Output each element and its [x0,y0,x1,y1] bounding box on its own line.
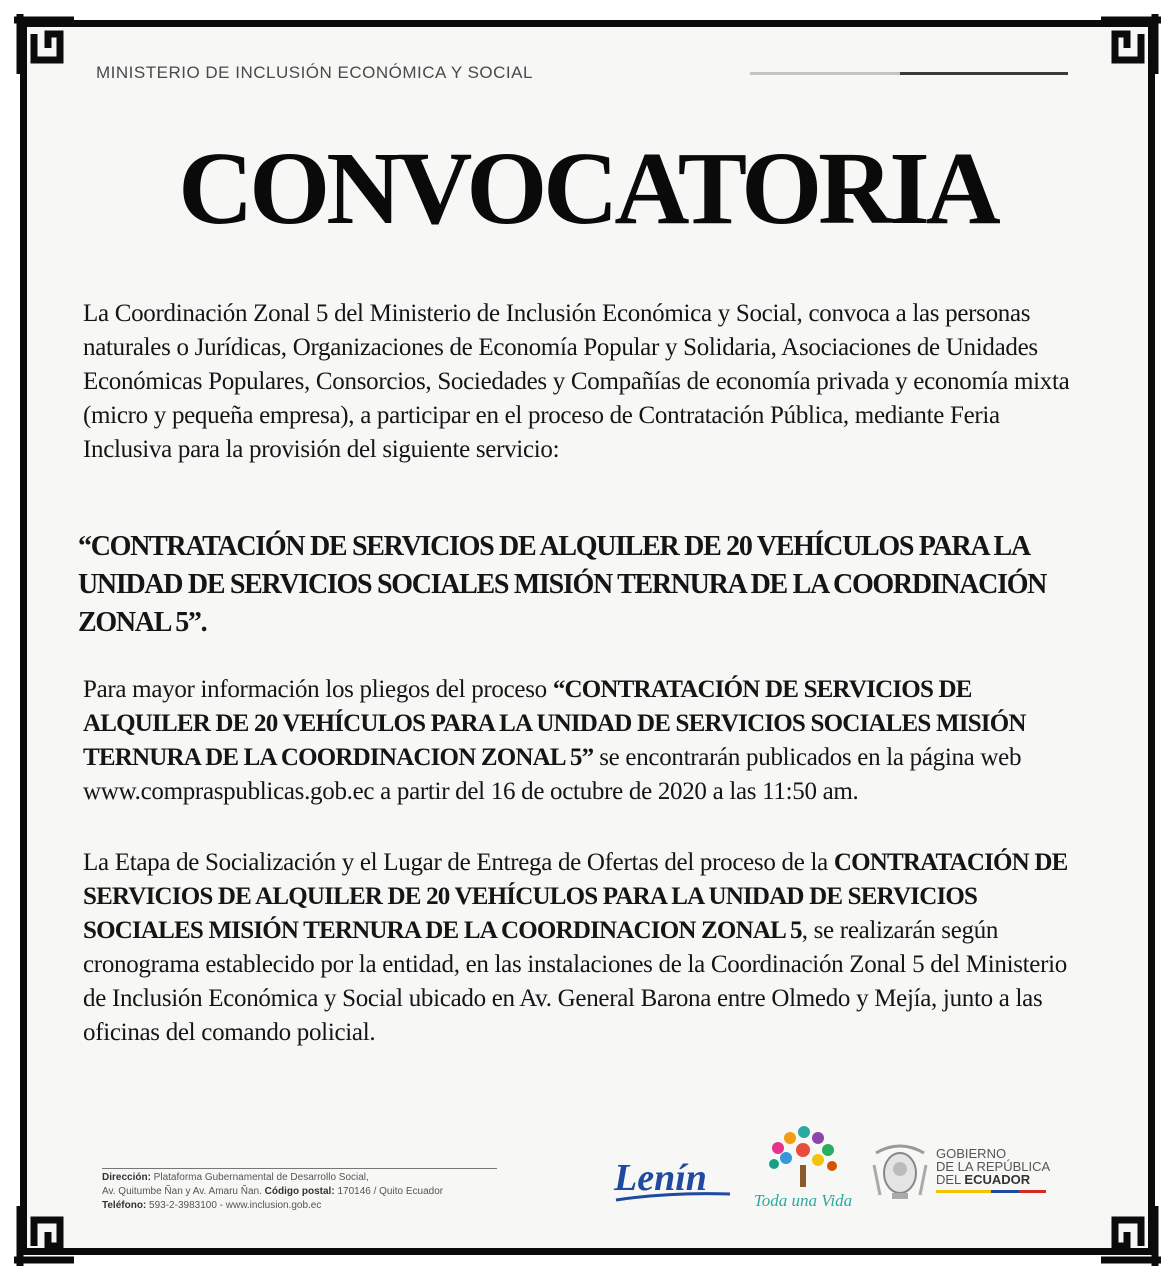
corner-ornament-top-right [1095,14,1161,80]
page-title: CONVOCATORIA [178,131,997,246]
phone-value: 593-2-3983100 - www.inclusion.gob.ec [146,1200,322,1211]
stage-paragraph [83,846,1093,1050]
gobierno-line-1: GOBIERNO [936,1146,1007,1161]
info-lead: Para mayor información los pliegos del proceso [83,676,553,703]
gobierno-ecuador-logo [868,1135,1058,1205]
lenin-logo-text: Lenín [614,1157,707,1199]
header-rule-light [750,72,900,75]
info-paragraph [83,673,1093,809]
footer-address [102,1168,497,1213]
intro-paragraph: La Coordinación Zonal 5 del Ministerio de Inclusión Económica y Social, convoca a las personas naturales o Jurídicas, Organizaciones de Economía Popular y Solidaria, Asociaciones de Unidades Económicas Populares, Consorcios, Sociedades y Compañías de economía privada y economía mixta (micro y pequeña empresa), a participar en el proceso de Contratación Pública, mediante Feria Inclusiva para la provisión del siguiente servicio: [83,300,1070,463]
toda-una-vida-logo [748,1120,858,1215]
stage-lead: La Etapa de Socialización y el Lugar de Entrega de Ofertas del proceso de la [83,849,834,876]
stage-process-name: CONTRATACIÓN DE SERVICIOS DE ALQUILER DE 20 VEHÍCULOS PARA LA UNIDAD DE SERVICIOS SOCIALES MISIÓN TERNURA DE LA COORDINACION ZONAL 5 [83,849,1068,944]
info-process-name: “CONTRATACIÓN DE SERVICIOS DE ALQUILER DE 20 VEHÍCULOS PARA LA UNIDAD DE SERVICIOS SOCIALES MISIÓN TERNURA DE LA COORDINACION ZONAL 5” [83,676,1026,771]
postal-label: Código postal: [264,1186,335,1197]
tree-icon [769,1126,837,1187]
toda-una-vida-text: Toda una Vida [753,1191,853,1210]
postal-value: 170146 / Quito Ecuador [334,1186,444,1197]
corner-ornament-bottom-right [1095,1200,1161,1266]
header-rule-dark [900,72,1068,75]
gobierno-text [936,1147,1050,1186]
gobierno-line-3b: ECUADOR [964,1172,1031,1187]
address-line-1: Plataforma Gubernamental de Desarrollo Social, [150,1172,369,1183]
flag-bar [936,1190,1046,1193]
stage-tail: , se realizarán según cronograma establecido por la entidad, en las instalaciones de la Coordinación Zonal 5 del Ministerio de Inclusión Económica y Social ubicado en Av. General Barona entre Olmedo y Mejía, junto a las oficinas del comando policial. [83,917,1067,1046]
gobierno-line-2: DE LA REPÚBLICA [936,1159,1051,1174]
phone-label: Teléfono: [102,1200,147,1211]
lenin-logo [610,1150,735,1210]
info-tail: se encontrarán publicados en la página web www.compraspublicas.gob.ec a partir del 16 de octubre de 2020 a las 11:50 am. [83,744,1022,805]
corner-ornament-top-left [14,14,80,80]
ministry-name: MINISTERIO DE INCLUSIÓN ECONÓMICA Y SOCIAL [96,63,533,82]
corner-ornament-bottom-left [14,1200,80,1266]
gobierno-line-3a: DEL [936,1172,965,1187]
coat-of-arms-icon [868,1135,932,1205]
address-line-2: Av. Quitumbe Ñan y Av. Amaru Ñan. [102,1186,265,1197]
service-title: “CONTRATACIÓN DE SERVICIOS DE ALQUILER DE 20 VEHÍCULOS PARA LA UNIDAD DE SERVICIOS SOCIALES MISIÓN TERNURA DE LA COORDINACIÓN ZONAL 5”. [78,531,1047,638]
address-label: Dirección: [102,1172,151,1183]
